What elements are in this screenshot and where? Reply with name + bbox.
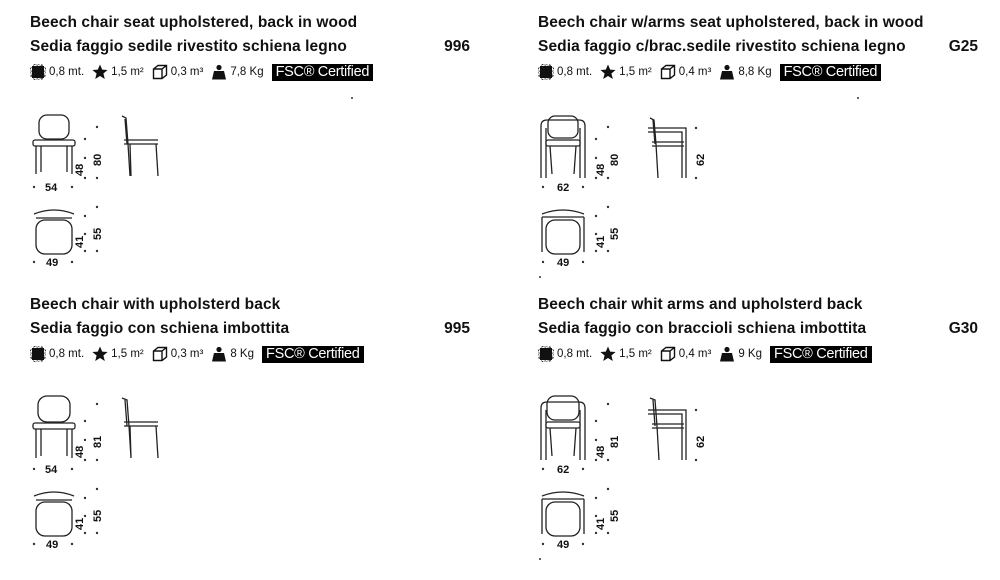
dim-seat-depth: 41 [74,517,86,530]
fsc-certified-badge: FSC® Certified [272,64,374,81]
dim-total-height: 80 [609,153,621,166]
weight-spec: 7,8 Kg [211,64,263,80]
fabric-spec: 0,8 mt. [30,346,84,362]
volume-spec: 0,4 m³ [660,64,712,80]
dim-total-depth: 55 [92,509,104,522]
fabric-spec: 0,8 mt. [30,64,84,80]
dim-front-width: 54 [45,464,58,476]
dim-arm-height: 62 [695,435,707,448]
weight-icon [719,346,735,362]
chair-front-view [541,116,585,178]
fabric-swatch-icon [538,64,554,80]
fabric-swatch-icon [30,346,46,362]
product-code: 996 [444,38,470,55]
weight-spec: 8 Kg [211,346,254,362]
leather-spec: 1,5 m² [600,346,652,362]
dim-front-width: 62 [557,182,570,194]
fabric-swatch-icon [538,346,554,362]
title-it: Sedia faggio sedile rivestito schiena legno [30,38,347,55]
dim-front-width: 54 [45,182,58,194]
fabric-spec: 0,8 mt. [538,64,592,80]
product-code: G25 [948,38,978,55]
spec-row [538,344,872,364]
leather-star-icon [600,346,616,362]
spec-row [30,62,373,82]
fabric-spec: 0,8 mt. [538,346,592,362]
product-code: G30 [948,320,978,337]
dim-total-depth: 55 [609,509,621,522]
dim-total-depth: 55 [92,227,104,240]
box-volume-icon [660,346,676,362]
weight-icon [211,346,227,362]
chair-side-view [122,398,158,458]
fabric-swatch-icon [30,64,46,80]
title-en: Beech chair seat upholstered, back in wood [30,14,358,31]
dim-top-width: 49 [46,539,59,551]
technical-drawing [30,376,470,566]
volume-spec: 0,4 m³ [660,346,712,362]
weight-spec: 8,8 Kg [719,64,771,80]
leather-star-icon [92,346,108,362]
title-en: Beech chair with upholsterd back [30,296,281,313]
dim-total-height: 80 [92,153,104,166]
spec-row [538,62,881,82]
dim-top-width: 49 [557,257,570,269]
dim-total-depth: 55 [609,227,621,240]
dimension-dots [539,97,859,278]
chair-top-view [542,210,584,254]
chair-side-view [648,398,686,460]
chair-front-view [33,396,75,458]
technical-drawing [30,94,470,284]
volume-spec: 0,3 m³ [152,346,204,362]
title-it: Sedia faggio c/brac.sedile rivestito schiena legno [538,38,906,55]
dim-seat-depth: 41 [74,235,86,248]
dim-top-width: 49 [46,257,59,269]
chair-top-view [34,210,74,254]
chair-side-view [122,116,158,176]
title-it: Sedia faggio con schiena imbottita [30,320,290,337]
fsc-certified-badge: FSC® Certified [770,346,872,363]
product-996 [30,14,470,284]
chair-front-view [541,396,585,460]
dim-front-width: 62 [557,464,570,476]
product-code: 995 [444,320,470,337]
leather-spec: 1,5 m² [92,346,144,362]
weight-spec: 9 Kg [719,346,762,362]
box-volume-icon [152,64,168,80]
fsc-certified-badge: FSC® Certified [262,346,364,363]
product-g25 [538,14,978,284]
dim-total-height: 81 [609,435,621,448]
product-g30 [538,296,978,566]
title-en: Beech chair w/arms seat upholstered, back in wood [538,14,924,31]
volume-spec: 0,3 m³ [152,64,204,80]
dim-seat-height: 48 [595,163,607,176]
leather-star-icon [600,64,616,80]
chair-side-view [648,118,686,178]
leather-spec: 1,5 m² [92,64,144,80]
dim-arm-height: 62 [695,153,707,166]
technical-drawing [538,376,978,566]
technical-drawing [538,94,978,284]
dim-seat-depth: 41 [595,517,607,530]
dim-seat-height: 48 [595,445,607,458]
fsc-certified-badge: FSC® Certified [780,64,882,81]
chair-top-view [34,492,74,536]
title-en: Beech chair whit arms and upholsterd back [538,296,863,313]
box-volume-icon [152,346,168,362]
weight-icon [211,64,227,80]
box-volume-icon [660,64,676,80]
dim-total-height: 81 [92,435,104,448]
leather-star-icon [92,64,108,80]
weight-icon [719,64,735,80]
spec-row [30,344,364,364]
dim-seat-height: 48 [74,163,86,176]
dim-top-width: 49 [557,539,570,551]
chair-front-view [33,115,75,174]
dim-seat-depth: 41 [595,235,607,248]
leather-spec: 1,5 m² [600,64,652,80]
dim-seat-height: 48 [74,445,86,458]
product-995 [30,296,470,566]
chair-top-view [542,492,584,536]
title-it: Sedia faggio con braccioli schiena imbottita [538,320,867,337]
